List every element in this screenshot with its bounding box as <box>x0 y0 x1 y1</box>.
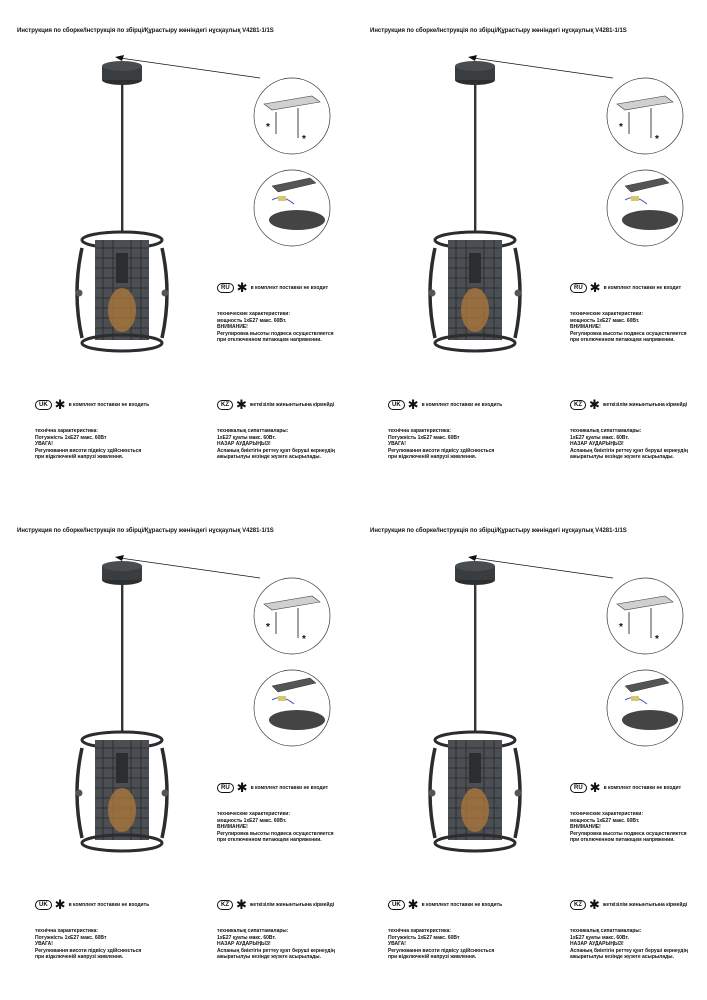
ru-line: ВНИМАНИЕ! <box>570 824 601 830</box>
asterisk-icon: ✱ <box>236 280 248 295</box>
uk-note <box>388 397 503 412</box>
kz-line: Аспаның биіктігін реттеу қуат беруші кернеудің <box>217 947 335 954</box>
asterisk-icon: ✱ <box>407 897 419 912</box>
kz-line: техникалық сипаттамалары: <box>570 428 642 434</box>
svg-text:*: * <box>619 622 623 633</box>
kz-line: техникалық сипаттамалары: <box>217 428 289 434</box>
uk-line: технічна характеристика: <box>35 428 98 434</box>
pendant-lamp-illustration <box>67 48 177 368</box>
ru-line: Регулировка высоты подвеса осуществляется <box>570 830 687 837</box>
uk-line: технічна характеристика: <box>388 928 451 934</box>
pendant-lamp-illustration <box>420 48 530 368</box>
uk-line: технічна характеристика: <box>388 428 451 434</box>
kz-specs <box>217 928 335 961</box>
sheet-title: Инструкция по сборке/Інструкція по збірці/Құрастыру жөніндегі нұсқаулық V4281-1/1S <box>17 28 274 34</box>
asterisk-icon: ✱ <box>589 780 601 795</box>
kz-line: НАЗАР АУДАРЫҢЫЗ! <box>217 941 271 947</box>
asterisk-icon: ✱ <box>54 897 66 912</box>
asterisk-icon: ✱ <box>589 897 600 912</box>
svg-text:*: * <box>302 634 306 645</box>
kz-line: НАЗАР АУДАРЫҢЫЗ! <box>570 941 624 947</box>
ru-note <box>570 280 682 295</box>
ru-note-text: в комплект поставки не входит <box>250 785 329 791</box>
asterisk-icon: ✱ <box>236 397 247 412</box>
kz-note <box>570 897 688 912</box>
uk-badge: UK <box>35 400 52 410</box>
uk-line: Регулювання висоти підвісу здійснюється <box>388 947 495 954</box>
kz-line: техникалық сипаттамалары: <box>570 928 642 934</box>
uk-note-text: в комплект поставки не входить <box>421 402 503 408</box>
kz-line: Аспаның биіктігін реттеу қуат беруші кернеудің <box>570 447 688 454</box>
ru-note-text: в комплект поставки не входит <box>250 285 329 291</box>
ru-line: мощность 1хЕ27 макс. 60Вт. <box>217 317 287 324</box>
uk-specs <box>388 428 494 461</box>
kz-note-text: жеткізілім жинынтығына кірмейді <box>602 902 688 908</box>
pendant-lamp-illustration <box>420 548 530 868</box>
ru-badge: RU <box>570 783 587 793</box>
kz-specs <box>570 428 688 461</box>
kz-note-text: жеткізілім жинынтығына кірмейді <box>249 902 335 908</box>
ru-line: технические характеристики: <box>570 311 643 317</box>
ru-line: при отключенном питающем напряжении. <box>570 337 675 343</box>
kz-line: ажыратылуы кезінде жүзеге асырылады. <box>217 954 321 960</box>
kz-line: 1хЕ27 қуаты макс. 60Вт. <box>570 934 629 941</box>
svg-text:*: * <box>266 622 270 633</box>
mounting-detail-diagram <box>595 68 695 258</box>
ru-specs <box>217 311 334 344</box>
uk-note <box>35 897 150 912</box>
ru-line: технические характеристики: <box>570 811 643 817</box>
ru-note <box>217 280 329 295</box>
ru-line: Регулировка высоты подвеса осуществляется <box>570 330 687 337</box>
uk-line: Потужність 1хЕ27 макс. 60Вт <box>35 934 107 941</box>
ru-badge: RU <box>217 283 234 293</box>
ru-line: ВНИМАНИЕ! <box>217 324 248 330</box>
ru-line: ВНИМАНИЕ! <box>570 324 601 330</box>
ru-line: технические характеристики: <box>217 811 290 817</box>
ru-line: технические характеристики: <box>217 311 290 317</box>
ru-note <box>217 780 329 795</box>
ru-note-text: в комплект поставки не входит <box>603 285 682 291</box>
uk-note <box>388 897 503 912</box>
ru-badge: RU <box>217 783 234 793</box>
kz-specs <box>217 428 335 461</box>
sheet-title: Инструкция по сборке/Інструкція по збірці/Құрастыру жөніндегі нұсқаулық V4281-1/1S <box>370 528 627 534</box>
kz-note-text: жеткізілім жинынтығына кірмейді <box>602 402 688 408</box>
asterisk-icon: ✱ <box>407 397 419 412</box>
kz-badge: KZ <box>217 400 233 410</box>
kz-line: НАЗАР АУДАРЫҢЫЗ! <box>217 441 271 447</box>
kz-note <box>217 897 335 912</box>
sheet-title: Инструкция по сборке/Інструкція по збірці/Құрастыру жөніндегі нұсқаулық V4281-1/1S <box>370 28 627 34</box>
mounting-detail-diagram <box>595 568 695 758</box>
kz-line: ажыратылуы кезінде жүзеге асырылады. <box>570 954 674 960</box>
uk-badge: UK <box>35 900 52 910</box>
kz-line: техникалық сипаттамалары: <box>217 928 289 934</box>
ru-line: при отключенном питающем напряжении. <box>217 837 322 843</box>
uk-badge: UK <box>388 400 405 410</box>
uk-line: Регулювання висоти підвісу здійснюється <box>35 947 142 954</box>
kz-note-text: жеткізілім жинынтығына кірмейді <box>249 402 335 408</box>
uk-line: Регулювання висоти підвісу здійснюється <box>388 447 495 454</box>
ru-specs <box>570 311 687 344</box>
uk-line: при відключеній напрузі живлення. <box>35 454 124 460</box>
kz-line: ажыратылуы кезінде жүзеге асырылады. <box>570 454 674 460</box>
svg-text:*: * <box>655 634 659 645</box>
ru-line: Регулировка высоты подвеса осуществляется <box>217 330 334 337</box>
asterisk-icon: ✱ <box>54 397 66 412</box>
mounting-detail-diagram <box>242 68 342 258</box>
ru-line: мощность 1хЕ27 макс. 60Вт. <box>570 317 640 324</box>
ru-note-text: в комплект поставки не входит <box>603 785 682 791</box>
mounting-detail-diagram <box>242 568 342 758</box>
uk-line: УВАГА! <box>35 441 53 447</box>
svg-text:*: * <box>655 134 659 145</box>
uk-line: при відключеній напрузі живлення. <box>35 954 124 960</box>
asterisk-icon: ✱ <box>236 897 247 912</box>
uk-note-text: в комплект поставки не входить <box>421 902 503 908</box>
uk-line: Потужність 1хЕ27 макс. 60Вт <box>35 434 107 441</box>
kz-line: 1хЕ27 қуаты макс. 60Вт. <box>217 934 276 941</box>
svg-text:*: * <box>302 134 306 145</box>
ru-specs <box>570 811 687 844</box>
kz-line: Аспаның биіктігін реттеу қуат беруші кернеудің <box>217 447 335 454</box>
uk-note-text: в комплект поставки не входить <box>68 902 150 908</box>
kz-line: НАЗАР АУДАРЫҢЫЗ! <box>570 441 624 447</box>
uk-note-text: в комплект поставки не входить <box>68 402 150 408</box>
asterisk-icon: ✱ <box>236 780 248 795</box>
uk-line: Потужність 1хЕ27 макс. 60Вт <box>388 934 460 941</box>
uk-specs <box>35 928 141 961</box>
kz-specs <box>570 928 688 961</box>
kz-badge: KZ <box>570 400 586 410</box>
instruction-sheet <box>17 28 357 498</box>
kz-line: ажыратылуы кезінде жүзеге асырылады. <box>217 454 321 460</box>
uk-line: при відключеній напрузі живлення. <box>388 954 477 960</box>
ru-line: при отключенном питающем напряжении. <box>570 837 675 843</box>
uk-line: технічна характеристика: <box>35 928 98 934</box>
kz-note <box>570 397 688 412</box>
uk-line: Потужність 1хЕ27 макс. 60Вт <box>388 434 460 441</box>
kz-note <box>217 397 335 412</box>
ru-line: ВНИМАНИЕ! <box>217 824 248 830</box>
uk-line: УВАГА! <box>35 941 53 947</box>
kz-badge: KZ <box>217 900 233 910</box>
ru-note <box>570 780 682 795</box>
uk-line: Регулювання висоти підвісу здійснюється <box>35 447 142 454</box>
ru-specs <box>217 811 334 844</box>
uk-line: при відключеній напрузі живлення. <box>388 454 477 460</box>
uk-badge: UK <box>388 900 405 910</box>
asterisk-icon: ✱ <box>589 280 601 295</box>
uk-line: УВАГА! <box>388 441 406 447</box>
ru-badge: RU <box>570 283 587 293</box>
svg-text:*: * <box>619 122 623 133</box>
instruction-sheet <box>17 528 357 998</box>
kz-line: 1хЕ27 қуаты макс. 60Вт. <box>217 434 276 441</box>
instruction-sheet <box>370 28 707 498</box>
kz-badge: KZ <box>570 900 586 910</box>
ru-line: Регулировка высоты подвеса осуществляется <box>217 830 334 837</box>
asterisk-icon: ✱ <box>589 397 600 412</box>
ru-line: при отключенном питающем напряжении. <box>217 337 322 343</box>
kz-line: Аспаның биіктігін реттеу қуат беруші кернеудің <box>570 947 688 954</box>
pendant-lamp-illustration <box>67 548 177 868</box>
uk-note <box>35 397 150 412</box>
ru-line: мощность 1хЕ27 макс. 60Вт. <box>570 817 640 824</box>
ru-line: мощность 1хЕ27 макс. 60Вт. <box>217 817 287 824</box>
kz-line: 1хЕ27 қуаты макс. 60Вт. <box>570 434 629 441</box>
instruction-sheet <box>370 528 707 998</box>
sheet-title: Инструкция по сборке/Інструкція по збірці/Құрастыру жөніндегі нұсқаулық V4281-1/1S <box>17 528 274 534</box>
uk-line: УВАГА! <box>388 941 406 947</box>
svg-text:*: * <box>266 122 270 133</box>
uk-specs <box>35 428 141 461</box>
uk-specs <box>388 928 494 961</box>
